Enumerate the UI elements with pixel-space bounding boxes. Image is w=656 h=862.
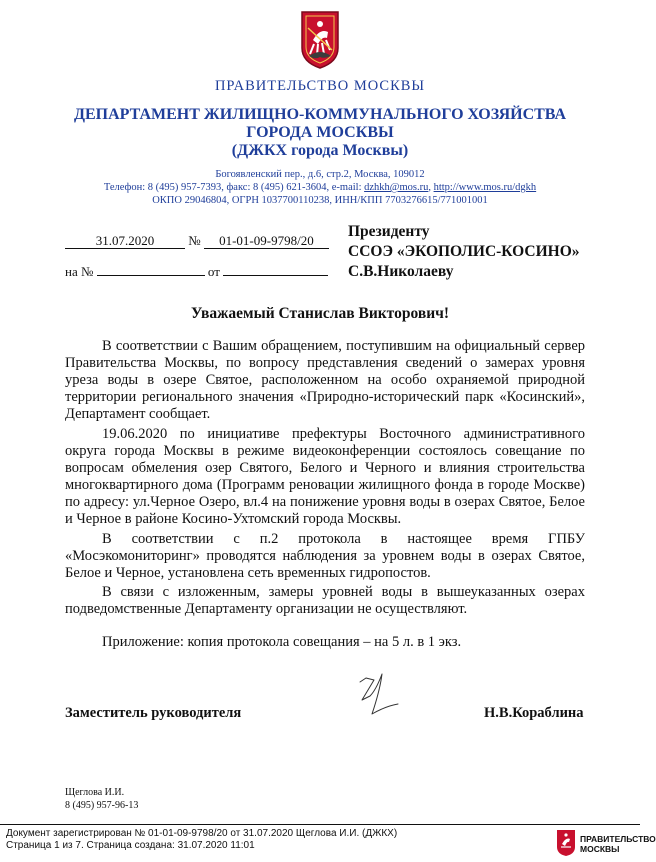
executor-name: Щеглова И.И. (65, 787, 125, 798)
addressee-organization: ССОЭ «ЭКОПОЛИС-КОСИНО» (348, 243, 580, 260)
letter-attachment: Приложение: копия протокола совещания – на 5 л. в 1 экз. (102, 634, 462, 650)
registration-date: 31.07.2020 (65, 233, 185, 249)
signatory-title: Заместитель руководителя (65, 705, 242, 721)
department-name-line2: ГОРОДА МОСКВЫ (246, 124, 394, 141)
reference-number-label: на № (65, 264, 94, 279)
reference-date-blank (223, 260, 328, 276)
phone-fax-text: Телефон: 8 (495) 957-7393, факс: 8 (495) 621-3604, e-mail: (103, 182, 365, 193)
website-link[interactable]: http://www.mos.ru/dgkh (433, 182, 537, 193)
signatory-name: Н.В.Кораблина (484, 705, 584, 721)
letter-paragraph-3: В соответствии с п.2 протокола в настоящее время ГПБУ «Мосэкомониторинг» проводятся наблюдения за уровнем воды в озерах Святое, Белое и Черное, установлена сеть временных гидропостов. (65, 531, 585, 581)
footer-page-info: Страница 1 из 7. Страница создана: 31.07.2020 11:01 (6, 840, 255, 851)
moscow-government-logo-icon (556, 829, 576, 857)
government-title: ПРАВИТЕЛЬСТВО МОСКВЫ (214, 78, 426, 94)
footer-logo-text-line1: ПРАВИТЕЛЬСТВО (580, 834, 656, 844)
department-requisites: ОКПО 29046804, ОГРН 1037700110238, ИНН/КПП 7703276615/771001001 (152, 195, 488, 206)
reference-registration (65, 260, 328, 280)
addressee-name: С.В.Николаеву (348, 263, 454, 280)
footer-divider (0, 824, 640, 825)
email-link[interactable]: dzhkh@mos.ru (364, 182, 429, 193)
outgoing-registration (65, 233, 329, 249)
letter-greeting: Уважаемый Станислав Викторович! (190, 305, 450, 322)
letter-paragraph-1: В соответствии с Вашим обращением, поступившим на официальный сервер Правительства Москвы, по вопросу представления сведений о замерах уровня уреза воды в озере Святое, расположенном на особо охраняемой природной территории регионального значения «Природно-исторический парк «Косинский», Департамент сообщает. (65, 338, 585, 422)
moscow-coat-of-arms-icon (300, 10, 340, 70)
reference-number-blank (97, 260, 205, 276)
department-address: Богоявленский пер., д.6, стр.2, Москва, 109012 (215, 169, 425, 180)
reference-from-label: от (207, 264, 220, 279)
addressee-position: Президенту (348, 223, 430, 240)
registration-number-label: № (188, 233, 201, 248)
department-abbreviation: (ДЖКХ города Москвы) (231, 142, 409, 159)
registration-number: 01-01-09-9798/20 (204, 233, 329, 249)
addressee-block (348, 222, 580, 282)
footer-logo-text-line2: МОСКВЫ (580, 844, 620, 854)
footer-registration-info: Документ зарегистрирован № 01-01-09-9798/20 от 31.07.2020 Щеглова И.И. (ДЖКХ) (6, 828, 398, 839)
department-name-line1: ДЕПАРТАМЕНТ ЖИЛИЩНО-КОММУНАЛЬНОГО ХОЗЯЙСТВА (73, 106, 567, 123)
letter-paragraph-2: 19.06.2020 по инициативе префектуры Восточного административного округа города Москвы в режиме видеоконференции состоялось совещание по вопросам обмеления озер Святого, Белого и Черного и влияния строительства многоквартирного дома (Программ реновации жилищного фонда в городе Москве) по адресу: ул.Черное Озеро, вл.4 на понижение уровня воды в озерах Святое, Белое и Черное в районе Косино-Ухтомский города Москвы. (65, 426, 585, 527)
letter-paragraph-4: В связи с изложенным, замеры уровней воды в вышеуказанных озерах подведомственные Департаменту организации не осуществляют. (65, 584, 585, 617)
handwritten-signature (352, 670, 402, 725)
department-contacts: Телефон: 8 (495) 957-7393, факс: 8 (495) 621-3604, e-mail: dzhkh@mos.ru, http://www.mos.ru/dgkh (103, 182, 537, 193)
executor-phone: 8 (495) 957-96-13 (65, 800, 139, 811)
